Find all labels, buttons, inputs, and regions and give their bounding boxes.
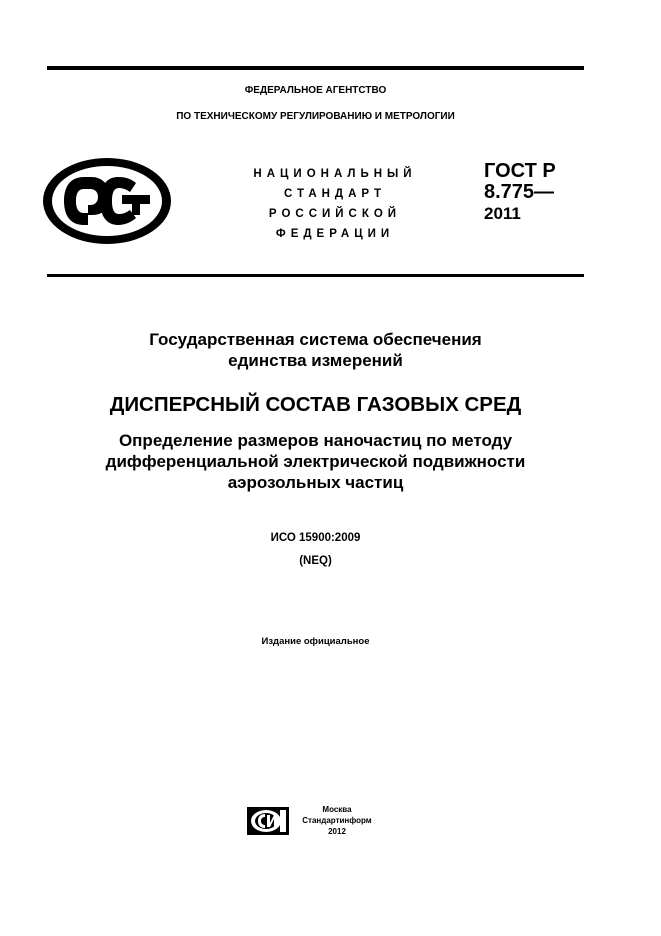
main-title: ДИСПЕРСНЫЙ СОСТАВ ГАЗОВЫХ СРЕД: [109, 393, 522, 416]
subtitle-line-2: дифференциальной электрической подвижности: [105, 452, 526, 471]
publisher-city: Москва: [322, 805, 352, 814]
series-title: [30, 329, 601, 371]
agency-line-1: ФЕДЕРАЛЬНОЕ АГЕНТСТВО: [244, 85, 387, 96]
subtitle: [30, 430, 601, 493]
standard-type: [230, 164, 440, 244]
iso-reference: [30, 527, 601, 573]
gost-r-mark-icon: [40, 155, 174, 247]
standard-type-line-1: НАЦИОНАЛЬНЫЙ: [253, 168, 417, 180]
middle-rule: [47, 274, 584, 277]
series-title-line-1: Государственная система обеспечения: [149, 330, 482, 349]
publisher-imprint: [292, 804, 382, 837]
publisher-year: 2012: [328, 827, 346, 836]
series-title-line-2: единства измерений: [228, 351, 403, 370]
designation-line-2: 8.775—: [484, 181, 555, 203]
designation-line-1: ГОСТ Р: [484, 160, 556, 182]
equivalence-degree: (NEQ): [299, 555, 332, 567]
agency-line-2: ПО ТЕХНИЧЕСКОМУ РЕГУЛИРОВАНИЮ И МЕТРОЛОГИИ: [176, 111, 455, 122]
designation-year: 2011: [484, 204, 521, 223]
standartinform-logo-icon: [246, 806, 290, 836]
subtitle-line-1: Определение размеров наночастиц по методу: [118, 431, 513, 450]
standard-type-line-4: ФЕДЕРАЦИИ: [275, 228, 395, 240]
subtitle-line-3: аэрозольных частиц: [227, 473, 404, 492]
designation: [484, 161, 556, 224]
standard-type-line-3: РОССИЙСКОЙ: [268, 208, 402, 220]
edition-label: Издание официальное: [261, 636, 370, 647]
standard-type-line-2: СТАНДАРТ: [284, 188, 386, 200]
publisher-name: Стандартинформ: [302, 816, 372, 825]
top-rule: [47, 66, 584, 70]
iso-number: ИСО 15900:2009: [270, 532, 361, 544]
